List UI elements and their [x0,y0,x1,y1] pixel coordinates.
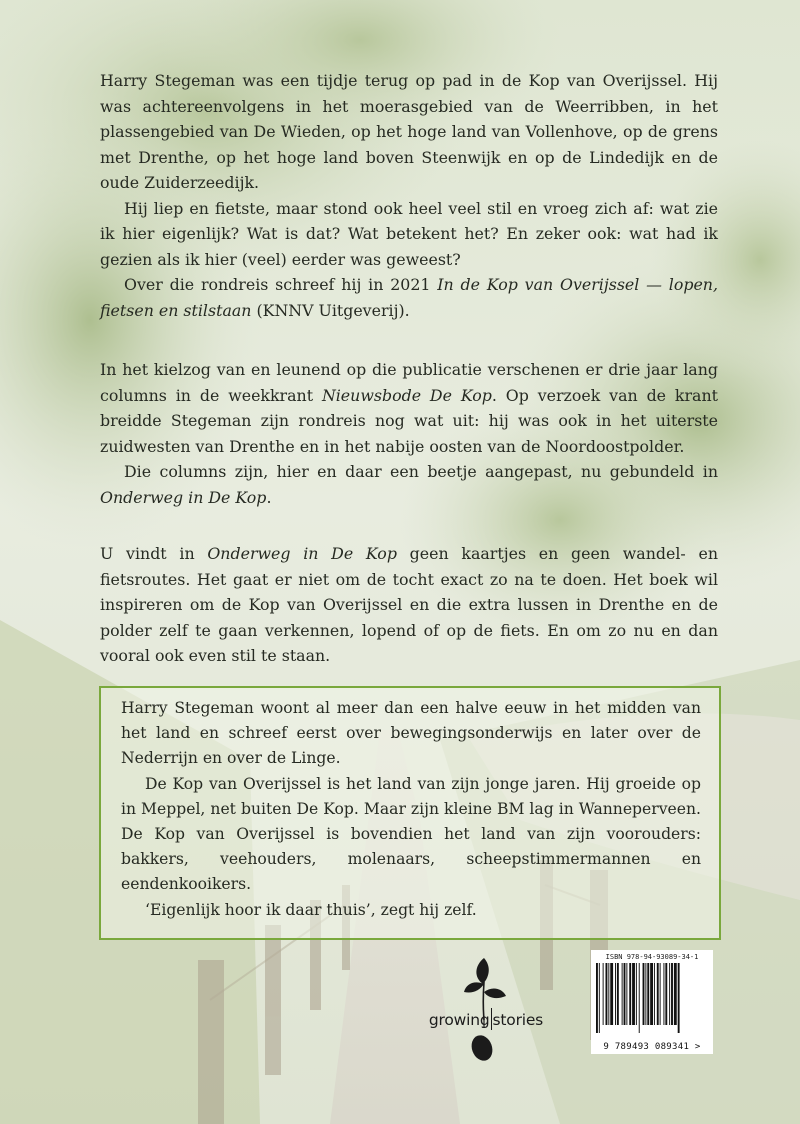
bio-paragraph-1: Harry Stegeman woont al meer dan een halve eeuw in het midden van het land en schreef eerst over bewegingsonderwijs en later over de Nederrijn en over de Linge. [121,699,701,768]
publisher-logo [420,956,552,1066]
bio-paragraph-3: ‘Eigenlijk hoor ik daar thuis’, zegt hij zelf. [145,900,477,919]
publisher-name: growing stories [420,1008,552,1030]
columns-paragraph-2: Die columns zijn, hier en daar een beetje aangepast, nu gebundeld in Onderweg in De Kop. [100,462,718,507]
intro-section [100,68,718,323]
isbn-barcode [591,950,713,1054]
barcode-digits: 9 789493 089341 > [603,1042,701,1052]
book-title: Onderweg in De Kop [100,487,267,507]
intro-paragraph-2: Hij liep en fietste, maar stond ook heel veel stil en vroeg zich af: wat zie ik hier eigenlijk? Wat is dat? Wat betekent het? En zeker ook: wat had ik gezien als ik hier (veel) eerder was geweest? [100,198,718,269]
intro-paragraph-1: Harry Stegeman was een tijdje terug op pad in de Kop van Overijssel. Hij was achtereenvolgens in het moerasgebied van de Weerribben, in het plassengebied van De Wieden, op het hoge land van Vollenhove, op de grens met Drenthe, op het hoge land boven Steenwijk en op de Lindedijk en de oude Zuiderzeedijk. [100,71,718,192]
book-title-previous: In de Kop van Overijssel — lopen, fietsen en stilstaan [100,275,719,320]
columns-section [100,357,718,510]
book-title-usage: Onderweg in De Kop [207,544,397,563]
isbn-label: ISBN 978-94-93089-34-1 [605,953,699,961]
usage-paragraph: U vindt in Onderweg in De Kop geen kaartjes en geen wandel- en fietsroutes. Het gaat er niet om de tocht exact zo na te doen. Het boek wil inspireren om de Kop van Overijssel en die extra lussen in Drenthe en de polder zelf te gaan verkennen, lopend of op de fiets. En om zo nu en dan vooral ook even stil te staan. [100,544,718,665]
newspaper-title: Nieuwsbode De Kop [321,385,492,405]
logo-divider [491,1008,492,1030]
barcode-bars [594,963,710,1033]
columns-paragraph-1: In het kielzog van en leunend op die publicatie verschenen er drie jaar lang columns in de weekkrant Nieuwsbode De Kop. Op verzoek van de krant breidde Stegeman zijn rondreis nog wat uit: hij was ook in het uiterste zuidwesten van Drenthe en in het nabije oosten van de Noordoostpolder. [100,360,718,456]
author-bio-box [99,686,721,940]
intro-paragraph-3: Over die rondreis schreef hij in 2021 In de Kop van Overijssel — lopen, fietsen en stilstaan (KNNV Uitgeverij). [100,275,719,320]
bio-paragraph-2: De Kop van Overijssel is het land van zijn jonge jaren. Hij groeide op in Meppel, net buiten De Kop. Maar zijn kleine BM lag in Wanneperveen. De Kop van Overijssel is bovendien het land van zijn voorouders: bakkers, veehouders, molenaars, scheepstimmermannen en eendenkooikers. [121,774,701,894]
usage-section [100,541,718,669]
